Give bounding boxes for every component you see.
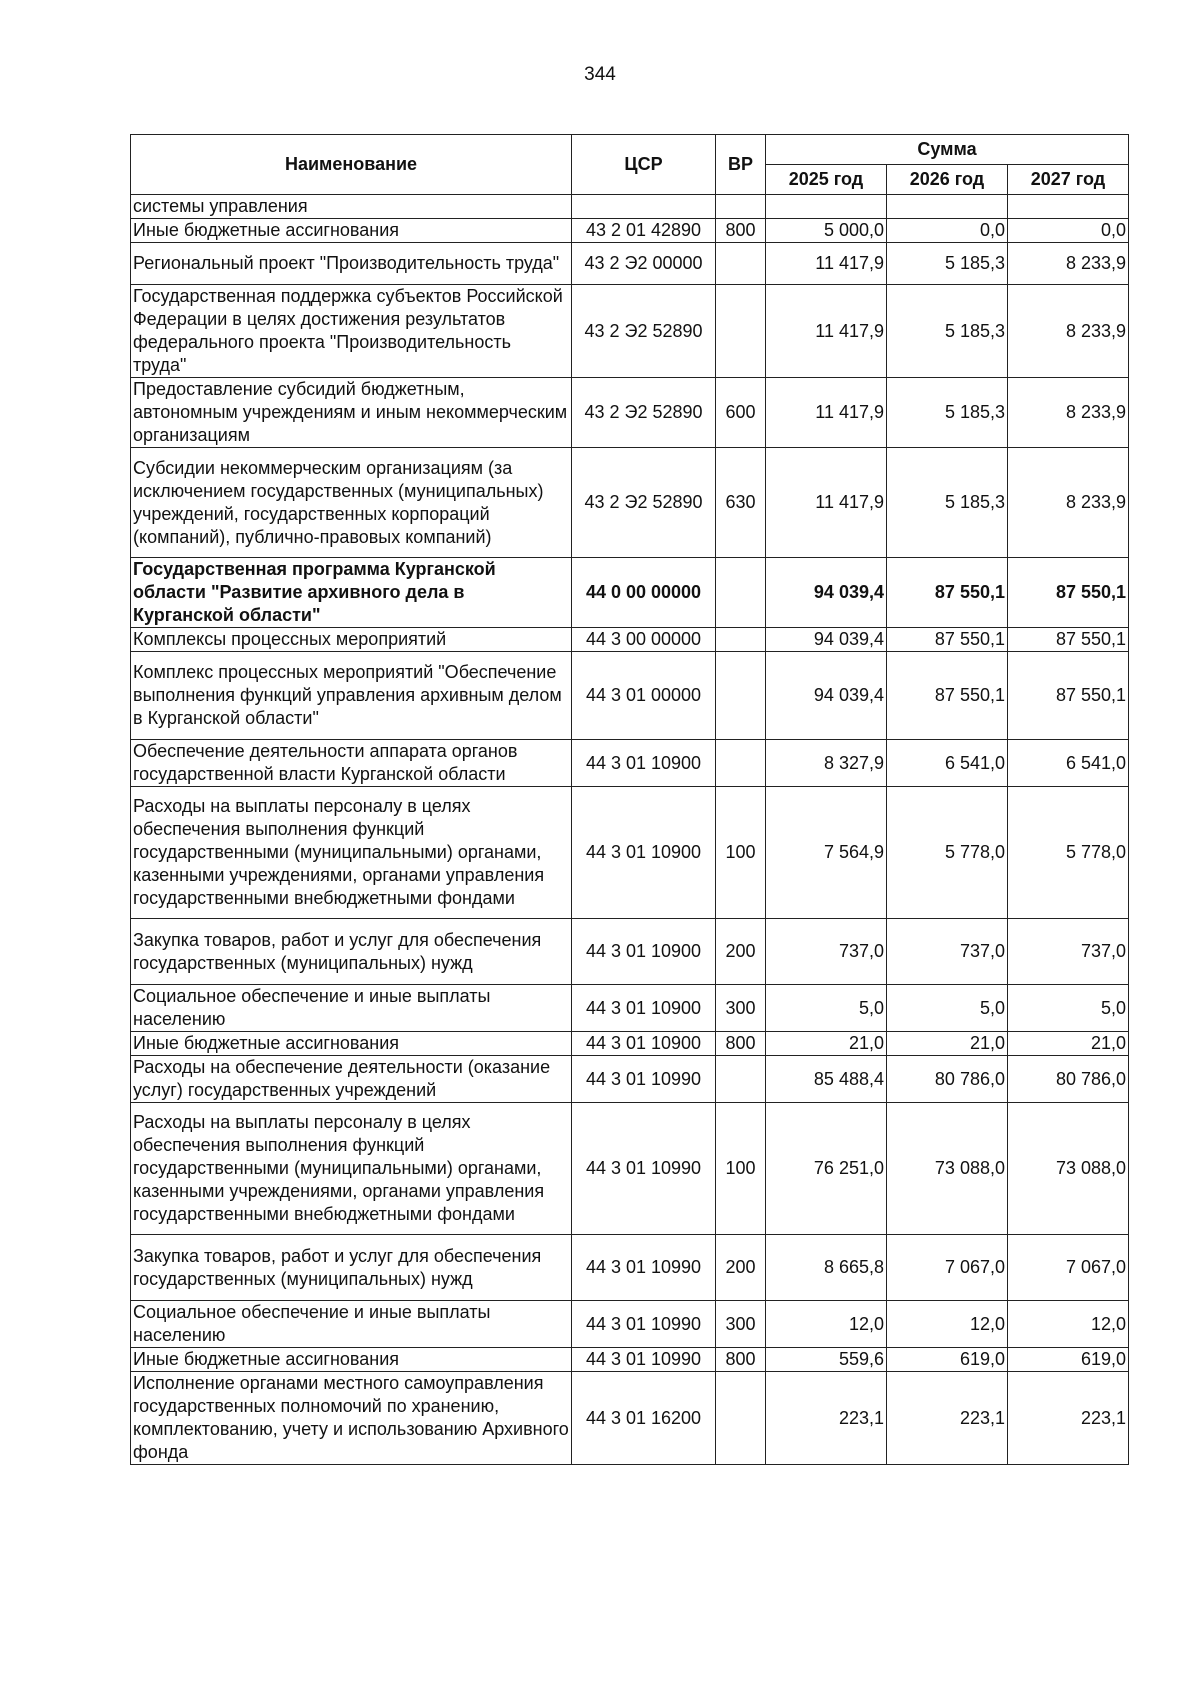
table-row [131,740,1129,787]
cell-csr: 44 3 01 10900 [572,740,716,787]
header-year-2026: 2026 год [887,165,1008,195]
cell-csr: 44 3 01 10900 [572,919,716,985]
cell-vr: 200 [716,1235,766,1301]
cell-vr: 200 [716,919,766,985]
cell-vr: 800 [716,1348,766,1372]
cell-2025: 8 665,8 [766,1235,887,1301]
cell-vr: 800 [716,219,766,243]
header-vr: ВР [716,135,766,195]
header-year-2027: 2027 год [1008,165,1129,195]
cell-vr [716,628,766,652]
header-sum: Сумма [766,135,1129,165]
cell-2025: 223,1 [766,1372,887,1465]
table-row [131,1056,1129,1103]
cell-2025: 12,0 [766,1301,887,1348]
cell-2026: 87 550,1 [887,558,1008,628]
header-csr: ЦСР [572,135,716,195]
table-row [131,195,1129,219]
cell-2027: 87 550,1 [1008,652,1129,740]
cell-vr [716,195,766,219]
cell-2025: 11 417,9 [766,448,887,558]
table-row [131,285,1129,378]
cell-vr [716,1056,766,1103]
table-row [131,628,1129,652]
cell-2027: 8 233,9 [1008,378,1129,448]
cell-2027: 87 550,1 [1008,558,1129,628]
table-row [131,448,1129,558]
cell-csr: 44 3 01 10990 [572,1103,716,1235]
cell-name: Закупка товаров, работ и услуг для обеспечения государственных (муниципальных) нужд [131,919,572,985]
cell-2026: 737,0 [887,919,1008,985]
cell-2027: 7 067,0 [1008,1235,1129,1301]
cell-csr: 43 2 Э2 52890 [572,285,716,378]
cell-2027: 619,0 [1008,1348,1129,1372]
cell-2026: 0,0 [887,219,1008,243]
cell-2025 [766,195,887,219]
cell-2025: 11 417,9 [766,243,887,285]
cell-csr: 44 3 01 16200 [572,1372,716,1465]
cell-2025: 94 039,4 [766,628,887,652]
cell-vr [716,1372,766,1465]
cell-name: Социальное обеспечение и иные выплаты населению [131,985,572,1032]
cell-2027: 73 088,0 [1008,1103,1129,1235]
cell-2025: 94 039,4 [766,558,887,628]
cell-vr [716,558,766,628]
cell-vr: 100 [716,787,766,919]
cell-vr: 630 [716,448,766,558]
page-number: 344 [584,64,616,85]
cell-csr: 44 3 01 00000 [572,652,716,740]
table-row [131,787,1129,919]
cell-2025: 7 564,9 [766,787,887,919]
cell-name: Предоставление субсидий бюджетным, автономным учреждениям и иным некоммерческим организациям [131,378,572,448]
cell-vr [716,740,766,787]
table-row [131,1103,1129,1235]
cell-2027: 8 233,9 [1008,448,1129,558]
cell-2027: 737,0 [1008,919,1129,985]
cell-name: Региональный проект "Производительность труда" [131,243,572,285]
cell-vr [716,243,766,285]
cell-2026 [887,195,1008,219]
cell-2026: 7 067,0 [887,1235,1008,1301]
table-row [131,1301,1129,1348]
header-name: Наименование [131,135,572,195]
cell-vr [716,652,766,740]
cell-2026: 21,0 [887,1032,1008,1056]
cell-2027: 5,0 [1008,985,1129,1032]
cell-2025: 8 327,9 [766,740,887,787]
cell-csr: 44 3 01 10990 [572,1056,716,1103]
cell-csr: 44 0 00 00000 [572,558,716,628]
cell-2025: 11 417,9 [766,285,887,378]
table-row [131,1372,1129,1465]
cell-2027: 0,0 [1008,219,1129,243]
cell-2025: 85 488,4 [766,1056,887,1103]
cell-2026: 5,0 [887,985,1008,1032]
cell-2025: 76 251,0 [766,1103,887,1235]
cell-2027: 6 541,0 [1008,740,1129,787]
cell-2025: 94 039,4 [766,652,887,740]
cell-csr: 44 3 01 10990 [572,1235,716,1301]
cell-2027: 223,1 [1008,1372,1129,1465]
cell-name: Комплекс процессных мероприятий "Обеспечение выполнения функций управления архивным делом в Курганской области" [131,652,572,740]
table-row [131,1032,1129,1056]
cell-vr: 300 [716,985,766,1032]
cell-2027: 8 233,9 [1008,285,1129,378]
cell-2025: 5 000,0 [766,219,887,243]
cell-name: Расходы на обеспечение деятельности (оказание услуг) государственных учреждений [131,1056,572,1103]
cell-name: Расходы на выплаты персоналу в целях обеспечения выполнения функций государственными (муниципальными) органами, казенными учреждениями, органами управления государственными внебюджетными фондами [131,1103,572,1235]
cell-csr: 44 3 01 10900 [572,1032,716,1056]
table-row [131,243,1129,285]
budget-table [130,134,1129,1465]
cell-csr: 43 2 Э2 52890 [572,448,716,558]
cell-name: Расходы на выплаты персоналу в целях обеспечения выполнения функций государственными (муниципальными) органами, казенными учреждениями, органами управления государственными внебюджетными фондами [131,787,572,919]
table-row [131,558,1129,628]
cell-csr: 43 2 Э2 00000 [572,243,716,285]
cell-2026: 5 185,3 [887,243,1008,285]
cell-2026: 5 185,3 [887,378,1008,448]
cell-2027 [1008,195,1129,219]
table-row [131,985,1129,1032]
cell-name: Закупка товаров, работ и услуг для обеспечения государственных (муниципальных) нужд [131,1235,572,1301]
cell-name: Государственная программа Курганской области "Развитие архивного дела в Курганской области" [131,558,572,628]
cell-2026: 5 185,3 [887,448,1008,558]
cell-2027: 21,0 [1008,1032,1129,1056]
header-year-2025: 2025 год [766,165,887,195]
table-row [131,219,1129,243]
cell-name: Субсидии некоммерческим организациям (за исключением государственных (муниципальных) учреждений, государственных корпораций (компаний), публично-правовых компаний) [131,448,572,558]
cell-vr: 100 [716,1103,766,1235]
cell-2026: 12,0 [887,1301,1008,1348]
cell-2025: 5,0 [766,985,887,1032]
table-body [131,195,1129,1465]
cell-2026: 87 550,1 [887,628,1008,652]
cell-csr: 44 3 01 10990 [572,1301,716,1348]
cell-csr: 44 3 00 00000 [572,628,716,652]
table-row [131,1235,1129,1301]
cell-name: Иные бюджетные ассигнования [131,1348,572,1372]
cell-2026: 619,0 [887,1348,1008,1372]
table-header-row [131,135,1129,165]
cell-vr: 600 [716,378,766,448]
cell-name: Государственная поддержка субъектов Российской Федерации в целях достижения результатов федерального проекта "Производительность труда" [131,285,572,378]
cell-2026: 80 786,0 [887,1056,1008,1103]
cell-name: Исполнение органами местного самоуправления государственных полномочий по хранению, комплектованию, учету и использованию Архивного фонда [131,1372,572,1465]
cell-csr: 44 3 01 10900 [572,787,716,919]
cell-vr [716,285,766,378]
cell-2025: 559,6 [766,1348,887,1372]
cell-name: Обеспечение деятельности аппарата органов государственной власти Курганской области [131,740,572,787]
cell-vr: 800 [716,1032,766,1056]
cell-2026: 5 778,0 [887,787,1008,919]
cell-2026: 73 088,0 [887,1103,1008,1235]
cell-csr: 44 3 01 10990 [572,1348,716,1372]
cell-2027: 87 550,1 [1008,628,1129,652]
table-row [131,378,1129,448]
cell-2025: 21,0 [766,1032,887,1056]
cell-2026: 5 185,3 [887,285,1008,378]
cell-csr: 43 2 01 42890 [572,219,716,243]
cell-name: системы управления [131,195,572,219]
cell-2027: 12,0 [1008,1301,1129,1348]
table-row [131,652,1129,740]
cell-vr: 300 [716,1301,766,1348]
table-row [131,919,1129,985]
cell-2026: 223,1 [887,1372,1008,1465]
cell-2025: 737,0 [766,919,887,985]
cell-name: Социальное обеспечение и иные выплаты населению [131,1301,572,1348]
cell-csr: 44 3 01 10900 [572,985,716,1032]
cell-2027: 8 233,9 [1008,243,1129,285]
cell-name: Комплексы процессных мероприятий [131,628,572,652]
cell-csr: 43 2 Э2 52890 [572,378,716,448]
cell-2026: 87 550,1 [887,652,1008,740]
cell-2027: 5 778,0 [1008,787,1129,919]
table-row [131,1348,1129,1372]
cell-csr [572,195,716,219]
cell-name: Иные бюджетные ассигнования [131,219,572,243]
cell-2025: 11 417,9 [766,378,887,448]
cell-2027: 80 786,0 [1008,1056,1129,1103]
cell-name: Иные бюджетные ассигнования [131,1032,572,1056]
cell-2026: 6 541,0 [887,740,1008,787]
